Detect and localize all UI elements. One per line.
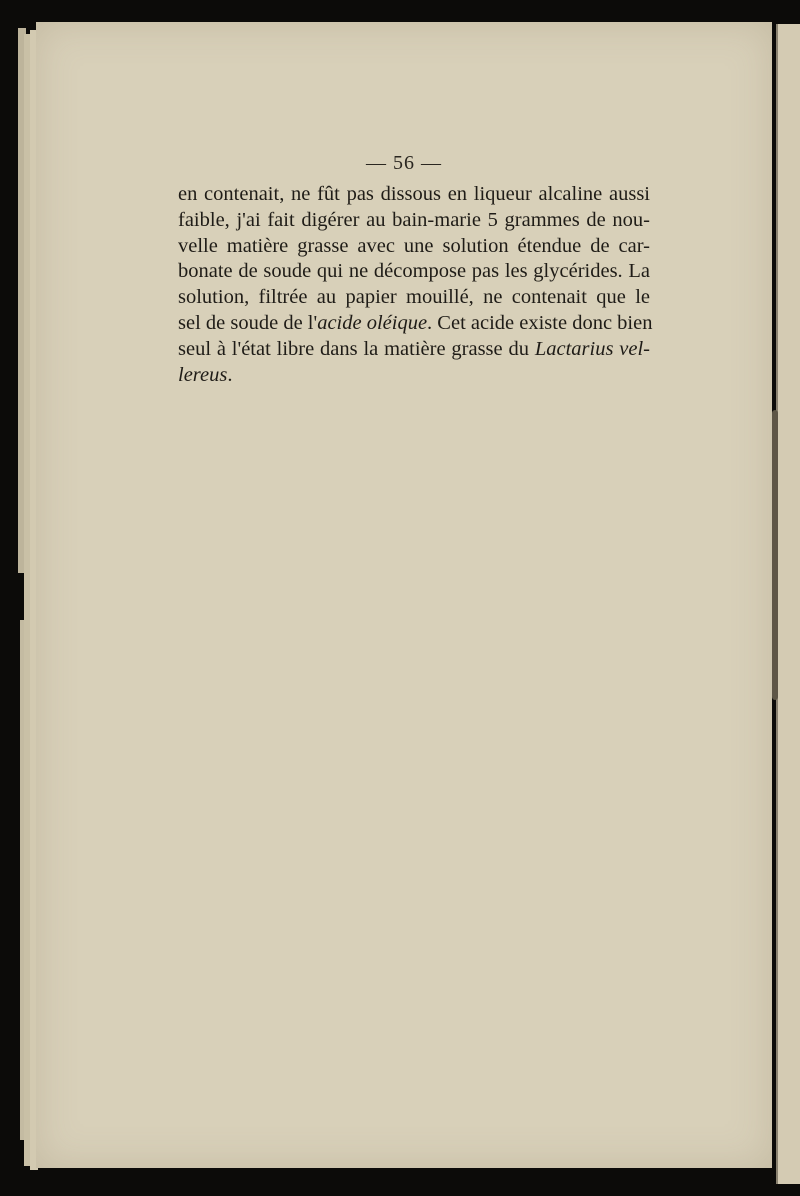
page-gutter [772, 410, 778, 700]
text-line: lereus. [178, 363, 233, 386]
page-sheet [36, 22, 772, 1168]
text-line: velle matière grasse avec une solution étendue de car- [178, 234, 650, 257]
text-line: solution, filtrée au papier mouillé, ne contenait que le [178, 286, 650, 309]
adjacent-page [776, 24, 800, 1184]
text-line: faible, j'ai fait digérer au bain-marie 5 grammes de nou- [178, 208, 650, 231]
italic-term: acide oléique [317, 311, 428, 334]
italic-species-name: Lactarius vel- [534, 337, 650, 360]
text-line: en contenait, ne fût pas dissous en liqueur alcaline aussi [178, 183, 650, 205]
text-line: bonate de soude qui ne décompose pas les glycérides. La [178, 260, 650, 283]
italic-species-name: lereus [178, 363, 228, 386]
body-paragraph [178, 182, 653, 388]
text-line: sel de soude de l'acide oléique. Cet acide existe donc bien [178, 311, 653, 334]
text-line: seul à l'état libre dans la matière grasse du Lactarius vel- [178, 337, 650, 360]
page-number: — 56 — [366, 152, 442, 174]
